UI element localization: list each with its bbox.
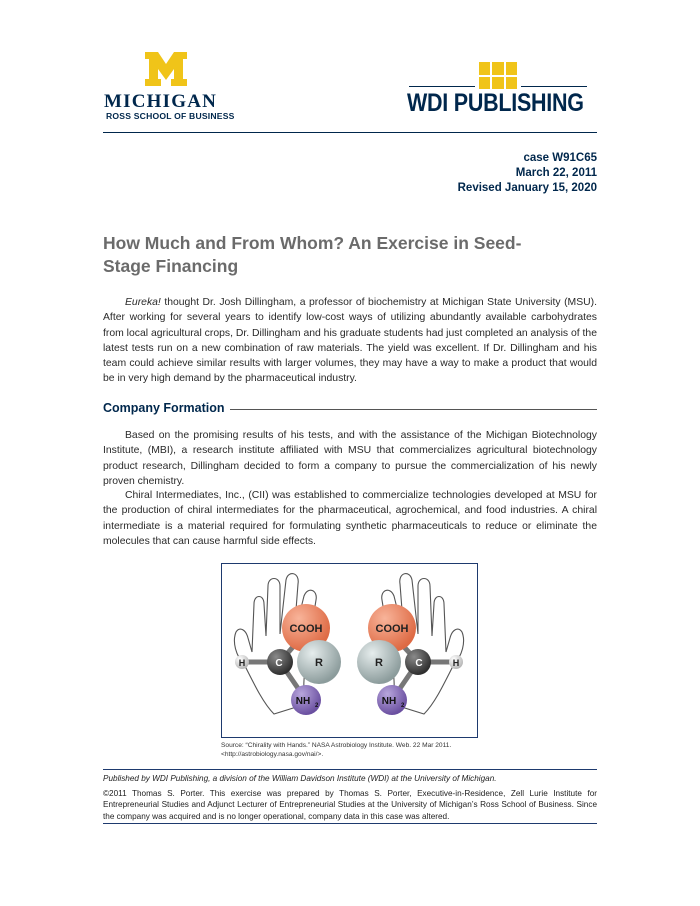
figure-caption-line-2: <http://astrobiology.nasa.gov/nai/>. bbox=[221, 751, 324, 758]
right-nh-subscript: 2 bbox=[401, 703, 405, 709]
wdi-publishing-wordmark: WDI PUBLISHING bbox=[407, 89, 584, 117]
page-title: How Much and From Whom? An Exercise in Seed-Stage Financing bbox=[103, 233, 522, 276]
footer-published-line: Published by WDI Publishing, a division of the William Davidson Institute (WDI) at the University of Michigan. bbox=[103, 774, 497, 783]
chirality-hands-illustration bbox=[222, 564, 476, 736]
ross-school-wordmark: ROSS SCHOOL OF BUSINESS bbox=[106, 111, 235, 121]
footer-copyright: ©2011 Thomas S. Porter. This exercise was prepared by Thomas S. Porter, Executive-in-Residence, Zell Lurie Institute for Entrepreneurial Studies and Adjunct Lecturer of Entrepreneurial Studies at the University of Michigan’s Ross School of Business. Since the company was acquired and is no longer operational, company data in this case was altered. bbox=[103, 789, 597, 821]
intro-paragraph bbox=[103, 295, 597, 387]
left-cooh-label: COOH bbox=[289, 623, 323, 635]
figure-caption bbox=[221, 741, 491, 759]
left-c-label: C bbox=[275, 658, 283, 669]
intro-lead: Eureka! bbox=[125, 297, 161, 308]
wdi-logo-rule-right bbox=[521, 86, 587, 87]
right-molecule bbox=[357, 604, 463, 715]
left-h-label: H bbox=[238, 658, 246, 668]
header-divider bbox=[103, 132, 597, 133]
body-paragraph-1: Based on the promising results of his tests, and with the assistance of the Michigan Biotechnology Institute, (MBI), a research institute affiliated with MSU that commercializes agricultural biotechnology product research, Dillingham decided to form a company to pursue the commercialization of his newly proven chemistry. bbox=[103, 430, 597, 487]
wdi-grid-icon bbox=[479, 62, 517, 89]
case-number: case W91C65 bbox=[523, 152, 597, 164]
right-cooh-label: COOH bbox=[375, 623, 409, 635]
footer-rule-bottom bbox=[103, 823, 597, 824]
section-heading-rule bbox=[230, 409, 597, 410]
figure-caption-line-1: Source: “Chirality with Hands.” NASA Astrobiology Institute. Web. 22 Mar 2011. bbox=[221, 742, 452, 749]
body-paragraph-2: Chiral Intermediates, Inc., (CII) was established to commercialize technologies developed at MSU for the production of chiral intermediates for the pharmaceutical, agrochemical, and food industries. A chiral intermediate is a material required for formulating synthetic pharmaceuticals to reduce or eliminate the molecules that can cause harmful side effects. bbox=[103, 490, 597, 547]
section-heading-label: Company Formation bbox=[103, 401, 225, 415]
left-r-label: R bbox=[315, 657, 323, 669]
right-r-label: R bbox=[375, 657, 383, 669]
intro-text: thought Dr. Josh Dillingham, a professor of biochemistry at Michigan State University (MSU). After working for several years to identify low-cost ways of utilizing abundantly available carbohydrates from local agricultural crops, Dr. Dillingham and his graduate students had just completed an analysis of the latest tests run on a new combination of raw materials. The yield was excellent. If Dr. Dillingham and his team could achieve similar results with larger volumes, they may have a way to make a product that would be in very high demand by the pharmaceutical industry. bbox=[103, 297, 597, 385]
michigan-block-m-logo bbox=[143, 50, 189, 88]
case-revised-date: Revised January 15, 2020 bbox=[457, 182, 597, 194]
case-info bbox=[458, 151, 597, 196]
michigan-wordmark: MICHIGAN bbox=[104, 91, 218, 112]
left-nh-subscript: 2 bbox=[315, 703, 319, 709]
right-c-label: C bbox=[415, 658, 423, 669]
section-heading bbox=[103, 401, 597, 415]
footer-rule-top bbox=[103, 769, 597, 770]
wdi-logo-rule-left bbox=[409, 86, 475, 87]
right-nh-label: NH bbox=[381, 696, 397, 707]
left-nh-label: NH bbox=[295, 696, 311, 707]
right-h-label: H bbox=[452, 658, 460, 668]
case-date: March 22, 2011 bbox=[515, 167, 597, 179]
left-molecule bbox=[235, 604, 341, 715]
chirality-figure bbox=[221, 563, 478, 738]
